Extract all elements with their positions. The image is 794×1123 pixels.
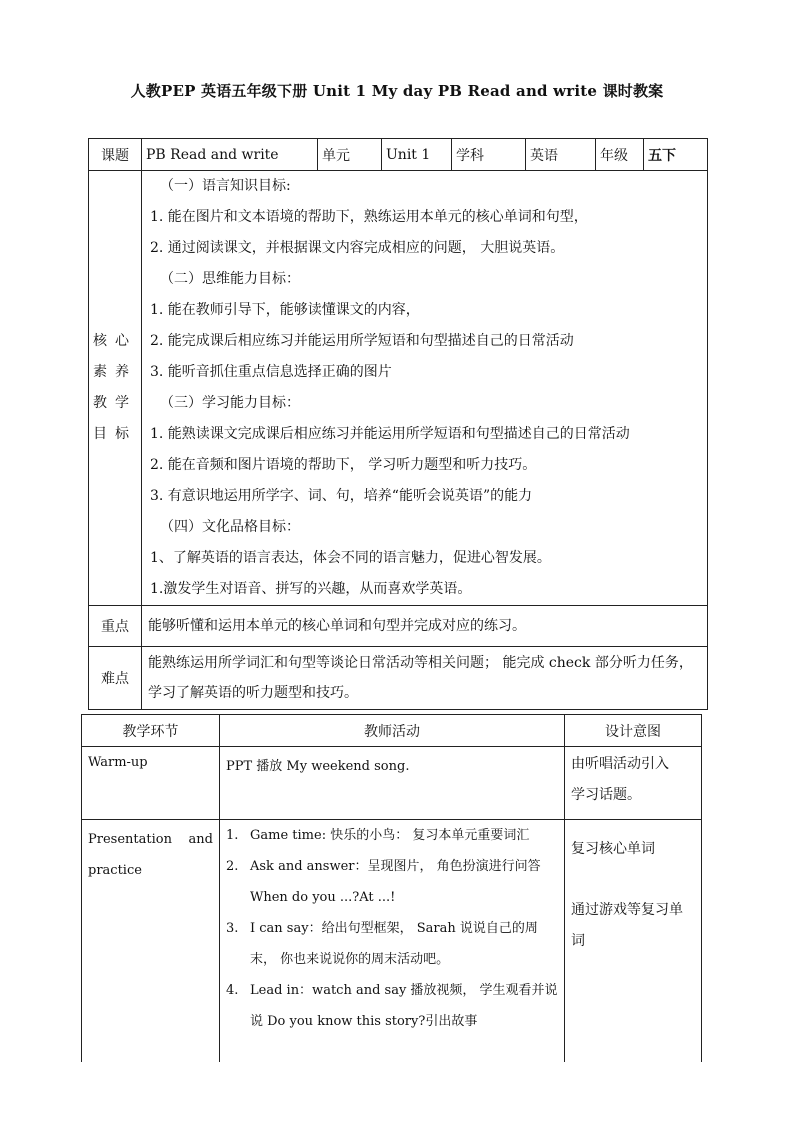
key-point-text [142,606,708,647]
design-intent-header: 设计意图 [565,715,702,747]
intent-line: 由听唱活动引入 [571,756,669,772]
goal-item: 1. 能熟读课文完成课后相应练习并能运用所学短语和句型描述自己的日常活动 [150,426,630,442]
intent-line: 学习话题。 [571,787,641,803]
core-label-line: 核心 [93,333,137,349]
goal-item: 2. 能完成课后相应练习并能运用所学短语和句型描述自己的日常活动 [150,333,574,349]
topic-label: 课题 [89,139,142,171]
teacher-activity-header: 教师活动 [220,715,565,747]
goal-item: 1、了解英语的语言表达，体会不同的语言魅力，促进心智发展。 [150,550,551,566]
presentation-teacher [220,820,565,1085]
page-title: 人教PEP 英语五年级下册 Unit 1 My day PB Read and write 课时教案 [130,82,664,100]
lesson-info-table [88,138,708,710]
core-goals-content [142,171,708,606]
goal-item: 2. 能在音频和图片语境的帮助下， 学习听力题型和听力技巧。 [150,457,537,473]
grade-value: 五下 [644,139,708,171]
goal-heading: （三）学习能力目标： [160,395,300,411]
goal-item: 3. 能听音抓住重点信息选择正确的图片 [150,364,392,380]
page-bottom-margin [0,1062,794,1123]
list-item [226,975,558,1037]
goal-item: 1. 能在教师引导下，能够读懂课文的内容， [150,302,420,318]
item-text: Lead in：watch and say 播放视频， 学生观看并说说 Do you know this story?引出故事 [250,983,558,1029]
intent-line: 通过游戏等复习单词 [571,902,683,949]
item-text: I can say：给出句型框架， Sarah 说说自己的周末， 你也来说说你的周末活动吧。 [250,921,538,967]
item-number: 2. [226,859,239,874]
item-number: 1. [226,828,239,843]
goal-heading: （二）思维能力目标： [160,271,300,287]
core-label-line: 教学 [93,395,137,411]
warmup-teacher: PPT 播放 My weekend song. [220,747,565,820]
warmup-intent [565,747,702,820]
warmup-stage: Warm-up [82,747,220,820]
goal-item: 2. 通过阅读课文，并根据课文内容完成相应的问题， 大胆说英语。 [150,240,565,256]
subject-value: 英语 [526,139,596,171]
difficulty-text [142,647,708,710]
presentation-intent [565,820,702,1085]
item-number: 4. [226,983,239,998]
goal-heading: （四）文化品格目标： [160,519,300,535]
difficulty-content: 能熟练运用所学词汇和句型等谈论日常活动等相关问题； 能完成 check 部分听力任务， 学习了解英语的听力题型和技巧。 [148,655,693,701]
goal-heading: （一）语言知识目标: [160,178,291,194]
unit-label: 单元 [318,139,382,171]
core-label-line: 目标 [93,426,137,442]
goal-item: 1.激发学生对语音、拼写的兴趣，从而喜欢学英语。 [150,581,472,597]
goal-item: 3. 有意识地运用所学字、词、句，培养“能听会说英语”的能力 [150,488,533,504]
item-text: Game time: 快乐的小鸟： 复习本单元重要词汇 [250,828,530,843]
stage-header: 教学环节 [82,715,220,747]
core-goals-label [89,171,142,606]
list-item [226,913,558,975]
intent-line: 复习核心单词 [571,841,655,857]
unit-value: Unit 1 [382,139,452,171]
goal-item: 1. 能在图片和文本语境的帮助下，熟练运用本单元的核心单词和句型， [150,209,588,225]
difficulty-label: 难点 [89,647,142,710]
grade-label: 年级 [596,139,644,171]
subject-label: 学科 [452,139,526,171]
item-text: Ask and answer：呈现图片， 角色扮演进行问答 When do you ...?At ...! [250,859,541,905]
teaching-process-table [81,714,702,1085]
item-number: 3. [226,921,239,936]
topic-value: PB Read and write [142,139,318,171]
key-point-label: 重点 [89,606,142,647]
core-label-line: 素养 [93,364,137,380]
presentation-stage: Presentation and practice [82,820,220,1085]
key-point-content: 能够听懂和运用本单元的核心单词和句型并完成对应的练习。 [148,618,526,634]
list-item [226,851,558,913]
list-item [226,820,558,851]
